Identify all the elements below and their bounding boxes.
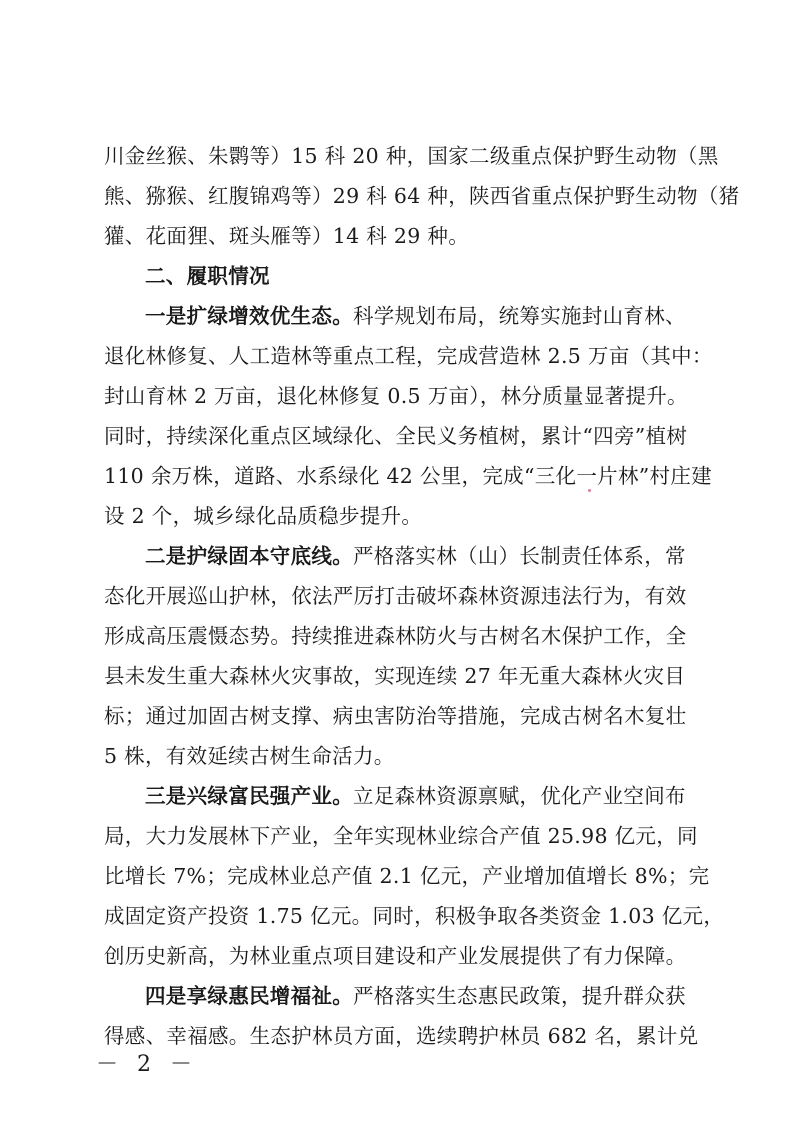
body-line: 态化开展巡山护林，依法严厉打击破坏森林资源违法行为，有效 — [104, 584, 687, 608]
paragraph-first-line — [145, 301, 685, 331]
paragraph-text: 严格落实林（山）长制责任体系，常 — [353, 544, 686, 568]
page-number: － 2 － — [96, 1052, 198, 1077]
body-line: 獾、花面狸、斑头雁等）14 科 29 种。 — [104, 224, 470, 248]
body-line: 5 株，有效延续古树生命活力。 — [104, 744, 395, 768]
section-heading: 二、履职情况 — [145, 264, 270, 288]
body-line: 退化林修复、人工造林等重点工程，完成营造林 2.5 万亩（其中： — [104, 344, 713, 368]
paragraph-first-line — [145, 541, 685, 571]
paragraph-first-line — [145, 781, 685, 811]
body-line: 110 余万株，道路、水系绿化 42 公里，完成“三化一片林”村庄建 — [104, 464, 712, 488]
paragraph-lead: 一是扩绿增效优生态。 — [145, 304, 353, 328]
ink-speck — [588, 489, 591, 492]
paragraph-lead: 二是护绿固本守底线。 — [145, 544, 353, 568]
paragraph-lead: 四是享绿惠民增福祉。 — [145, 984, 353, 1008]
paragraph-lead: 三是兴绿富民强产业。 — [145, 784, 353, 808]
paragraph-text: 立足森林资源禀赋，优化产业空间布 — [353, 784, 686, 808]
body-line: 成固定资产投资 1.75 亿元。同时，积极争取各类资金 1.03 亿元， — [104, 904, 725, 928]
body-line: 标；通过加固古树支撑、病虫害防治等措施，完成古树名木复壮 — [104, 704, 687, 728]
paragraph-text: 严格落实生态惠民政策，提升群众获 — [353, 984, 686, 1008]
body-line: 封山育林 2 万亩，退化林修复 0.5 万亩），林分质量显著提升。 — [104, 384, 688, 408]
body-line: 同时，持续深化重点区域绿化、全民义务植树，累计“四旁”植树 — [104, 424, 688, 448]
body-line: 县未发生重大森林火灾事故，实现连续 27 年无重大森林火灾目 — [104, 664, 686, 688]
body-line: 比增长 7%；完成林业总产值 2.1 亿元，产业增加值增长 8%；完 — [104, 864, 710, 888]
body-line: 川金丝猴、朱鹮等）15 科 20 种，国家二级重点保护野生动物（黑 — [104, 144, 719, 168]
paragraph-text: 科学规划布局，统筹实施封山育林、 — [353, 304, 686, 328]
body-line: 熊、猕猴、红腹锦鸡等）29 科 64 种，陕西省重点保护野生动物（猪 — [104, 184, 740, 208]
body-line: 得感、幸福感。生态护林员方面，选续聘护林员 682 名，累计兑 — [104, 1024, 699, 1048]
paragraph-first-line — [145, 981, 685, 1011]
body-line: 形成高压震慑态势。持续推进森林防火与古树名木保护工作，全 — [104, 624, 687, 648]
body-line: 设 2 个，城乡绿化品质稳步提升。 — [104, 504, 423, 528]
body-line: 创历史新高，为林业重点项目建设和产业发展提供了有力保障。 — [104, 944, 687, 968]
body-line: 局，大力发展林下产业，全年实现林业综合产值 25.98 亿元，同 — [104, 824, 698, 848]
